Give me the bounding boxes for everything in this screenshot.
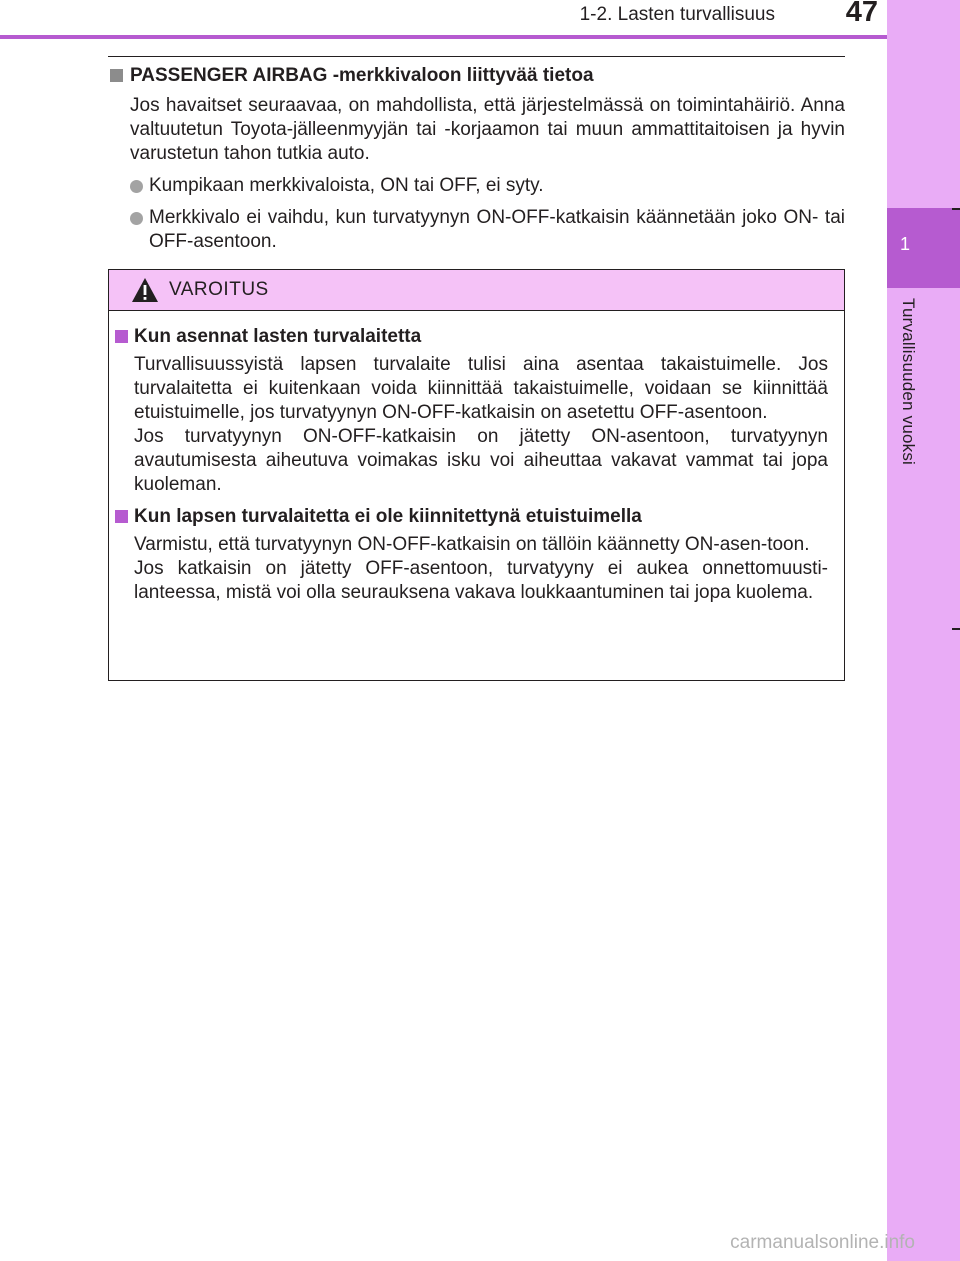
list-item xyxy=(130,206,845,254)
warning-triangle-icon xyxy=(131,277,159,303)
main-content xyxy=(110,64,845,254)
crop-mark xyxy=(952,628,960,630)
watermark: carmanualsonline.info xyxy=(730,1232,915,1253)
chapter-title: Turvallisuuden vuoksi xyxy=(899,298,918,466)
warning-item xyxy=(115,505,828,605)
square-bullet-icon xyxy=(115,510,128,523)
crop-mark xyxy=(952,208,960,210)
page-number: 47 xyxy=(845,0,878,28)
warning-paragraph: Turvallisuussyistä lapsen turvalaite tulisi aina asentaa takaistuimelle. Jos turvalaitetta ei kuitenkaan voida kiinnittää takaistuimelle, voidaan se kiinnittää etuistuimelle, jos turvatyynyn ON-OFF-katkaisin on asetettu OFF-asentoon. xyxy=(134,354,828,423)
square-bullet-icon xyxy=(110,69,123,82)
square-bullet-icon xyxy=(115,330,128,343)
warning-title: VAROITUS xyxy=(169,279,269,300)
warning-item-heading xyxy=(115,505,828,529)
warning-item-heading-text: Kun asennat lasten turvalaitetta xyxy=(134,326,422,347)
warning-paragraph: Varmistu, että turvatyynyn ON-OFF-katkaisin on tällöin käännetty ON-asen-toon. xyxy=(134,534,810,555)
list-item-text: Merkkivalo ei vaihdu, kun turvatyynyn ON-OFF-katkaisin käännetään joko ON- tai OFF-asentoon. xyxy=(149,207,845,252)
list-item-text: Kumpikaan merkkivaloista, ON tai OFF, ei syty. xyxy=(149,175,544,196)
warning-paragraph: Jos katkaisin on jätetty OFF-asentoon, turvatyyny ei aukea onnettomuusti-lanteessa, mistä voi olla seurauksena vakava loukkaantuminen tai jopa kuolema. xyxy=(134,558,828,603)
chapter-number: 1 xyxy=(899,234,910,254)
intro-paragraph: Jos havaitset seuraavaa, on mahdollista, että järjestelmässä on toimintahäiriö. Anna valtuutetun Toyota-jälleenmyyjän tai -korjaamon tai muun ammattitaitoisen ja hyvin varustetun tahon tutkia auto. xyxy=(130,95,845,164)
warning-item-heading-text: Kun lapsen turvalaitetta ei ole kiinnitettynä etuistuimella xyxy=(134,506,642,527)
warning-item xyxy=(115,325,828,497)
warning-box xyxy=(108,269,845,681)
warning-body xyxy=(109,311,844,605)
warning-item-heading xyxy=(115,325,828,349)
list-item xyxy=(130,174,845,198)
content-rule xyxy=(108,56,845,57)
bullet-dot-icon xyxy=(130,180,143,193)
header-rule xyxy=(0,35,887,39)
warning-paragraph: Jos turvatyynyn ON-OFF-katkaisin on jätetty ON-asentoon, turvatyynyn avautumisesta aiheutuva voimakas isku voi aiheuttaa vakavat vammat tai jopa kuoleman. xyxy=(134,426,828,495)
side-tab xyxy=(887,0,960,1261)
section-heading-text: PASSENGER AIRBAG -merkkivaloon liittyvää tietoa xyxy=(130,65,594,86)
bullet-dot-icon xyxy=(130,212,143,225)
section-heading xyxy=(110,64,845,88)
warning-header xyxy=(109,270,844,311)
section-title: 1-2. Lasten turvallisuus xyxy=(579,4,775,25)
